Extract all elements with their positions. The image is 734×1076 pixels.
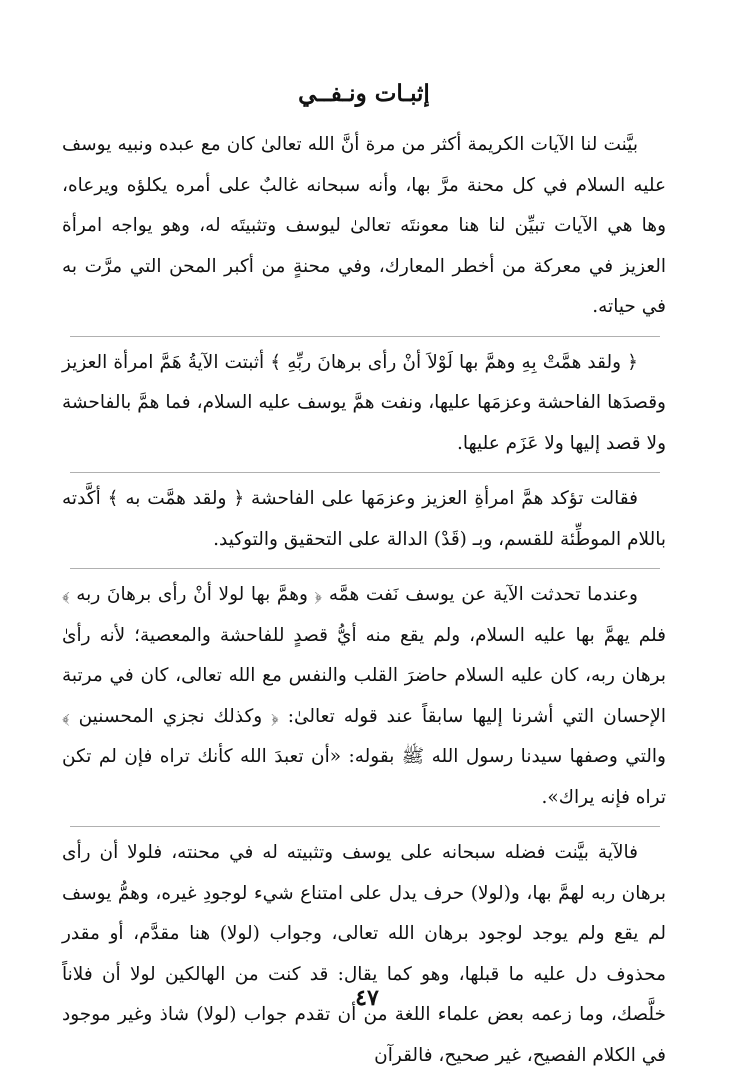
section-divider xyxy=(70,826,660,827)
paragraph-emphasis: فقالت تؤكد همَّ امرأةِ العزيز وعزمَها على الفاحشة ﴿ ولقد همَّت به ﴾ أكَّدته باللام الموطِّئة للقسم، وبـ (قَدْ) الدالة على التحقيق والتوكيد. xyxy=(62,488,666,550)
paragraph-conclusion: فالآية بيَّنت فضله سبحانه على يوسف وتثبيته له في محنته، فلولا أن رأى برهان ربه لهمَّ بها، و(لولا) حرف يدل على امتناع شيء لوجودِ غيره، وهمُّ يوسف لم يقع ولم يوجد لوجود برهان الله تعالى، وجواب (لولا) هنا مقدَّم، أو مقدر محذوف دل عليه ما قبلها، وهو كما يقال: قد كنت من الهالكين لولا أن فلاناً خلَّصك، وما زعمه بعض علماء اللغة من أن تقدم جواب (لولا) شاذ وغير موجود في الكلام الفصيح، غير صحيح، فالقرآن xyxy=(62,842,666,1066)
paragraph-negation: وعندما تحدثت الآية عن يوسف نَفت همَّه ﴿ وهمَّ بها لولا أنْ رأى برهانَ ربه ﴾ فلم يهمَّ بها عليه السلام، ولم يقع منه أيُّ قصدٍ للفاحشة والمعصية؛ لأنه رأىٰ برهان ربه، كان عليه السلام حاضرَ القلب والنفس مع الله تعالى، كان في مرتبة الإحسان التي أشرنا إليها سابقاً عند قوله تعالىٰ: ﴿ وكذلك نجزي المحسنين ﴾ والتي وصفها سيدنا رسول الله ﷺ بقوله: «أن تعبدَ الله كأنك تراه فإن لم تكن تراه فإنه يراك». xyxy=(62,584,666,808)
section-divider xyxy=(70,336,660,337)
page-title: إثبـات ونـفــي xyxy=(298,80,430,107)
section-divider xyxy=(70,472,660,473)
paragraph-verse-affirmation: ﴿ ولقد همَّتْ بِهِ وهمَّ بها لَوْلاَ أنْ رأى برهانَ ربِّهِ ﴾ أثبتت الآيةُ هَمَّ امرأة العزيز وقصدَها الفاحشة وعزمَها عليها، ونفت همَّ يوسف عليه السلام، فما همَّ بالفاحشة ولا قصد إليها ولا عَزَم عليها. xyxy=(62,351,666,454)
section-divider xyxy=(70,568,660,569)
paragraph-intro: بيَّنت لنا الآيات الكريمة أكثر من مرة أنَّ الله تعالىٰ كان مع عبده ونبيه يوسف عليه السلام في كل محنة مرَّ بها، وأنه سبحانه غالبٌ على أمره يكلؤه ويرعاه، وها هي الآيات تبيِّن لنا هنا معونتَه تعالىٰ ليوسف وتثبيتَه له، وهو يواجه امرأة العزيز في معركة من أخطر المعارك، وفي محنةٍ من أكبر المحن التي مرَّت به في حياته. xyxy=(62,134,666,317)
page-number: ٤٧ xyxy=(355,985,379,1011)
